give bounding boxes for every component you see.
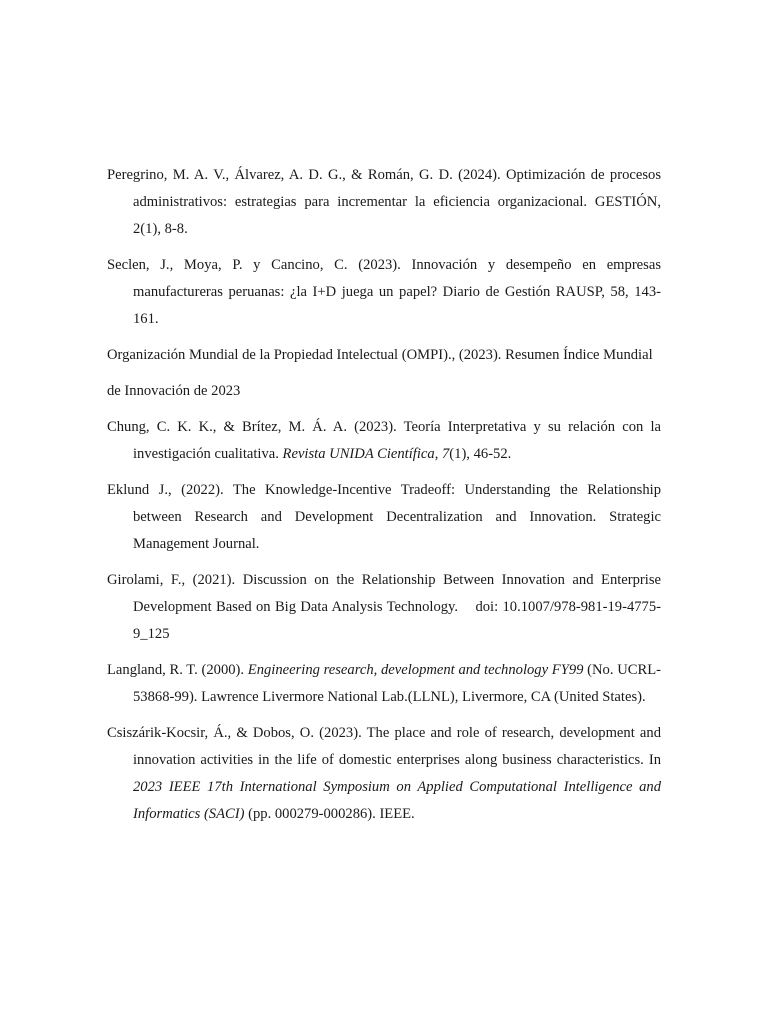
report-title: Engineering research, development and technology FY99: [247, 662, 584, 678]
reference-entry: [107, 567, 665, 648]
reference-entry: [107, 162, 661, 243]
reference-entry: [107, 342, 661, 369]
journal-title: Revista UNIDA Científica: [282, 446, 435, 462]
reference-list: [107, 162, 665, 837]
reference-entry: [107, 657, 661, 711]
reference-text: Chung, C. K. K., & Brítez, M. Á. A. (2023). Teoría Interpretativa y su relación con la investigación cualitativa.: [107, 419, 661, 462]
reference-text: Girolami, F., (2021). Discussion on the Relationship Between Innovation and Enterprise Development Based on Big Data Analysis Technology. doi: 10.1007/978-981-19-4775-9_125: [107, 572, 665, 642]
reference-text: (pp. 000279-000286). IEEE.: [244, 806, 415, 822]
reference-entry: [107, 378, 661, 405]
reference-text: Organización Mundial de la Propiedad Intelectual (OMPI)., (2023). Resumen Índice Mundial: [107, 347, 653, 363]
reference-entry: [107, 720, 661, 828]
reference-text: Peregrino, M. A. V., Álvarez, A. D. G., & Román, G. D. (2024). Optimización de procesos administrativos: estrategias para incrementar la eficiencia organizacional. GESTIÓN, 2(1), 8-8.: [107, 167, 661, 237]
reference-text: ,: [434, 446, 442, 462]
reference-text: de Innovación de 2023: [107, 383, 241, 399]
reference-text: Csiszárik-Kocsir, Á., & Dobos, O. (2023). The place and role of research, development and innovation activities in the life of domestic enterprises along business characteristics. In: [107, 725, 661, 768]
reference-entry: [107, 252, 661, 333]
reference-text: Eklund J., (2022). The Knowledge-Incentive Tradeoff: Understanding the Relationship between Research and Development Decentralization and Innovation. Strategic Management Journal.: [107, 482, 661, 552]
journal-volume: 7: [441, 446, 450, 462]
reference-text: (1), 46-52.: [449, 446, 512, 462]
reference-text: Langland, R. T. (2000).: [107, 662, 248, 678]
proceedings-title: 2023 IEEE 17th International Symposium on Applied Computational Intelligence and Informatics (SACI): [133, 779, 661, 822]
reference-entry: [107, 414, 661, 468]
reference-text: (No. UCRL-53868-99). Lawrence Livermore National Lab.(LLNL), Livermore, CA (United States).: [133, 662, 661, 705]
reference-text: Seclen, J., Moya, P. y Cancino, C. (2023). Innovación y desempeño en empresas manufactureras peruanas: ¿la I+D juega un papel? Diario de Gestión RAUSP, 58, 143-161.: [107, 257, 661, 327]
reference-entry: [107, 477, 661, 558]
